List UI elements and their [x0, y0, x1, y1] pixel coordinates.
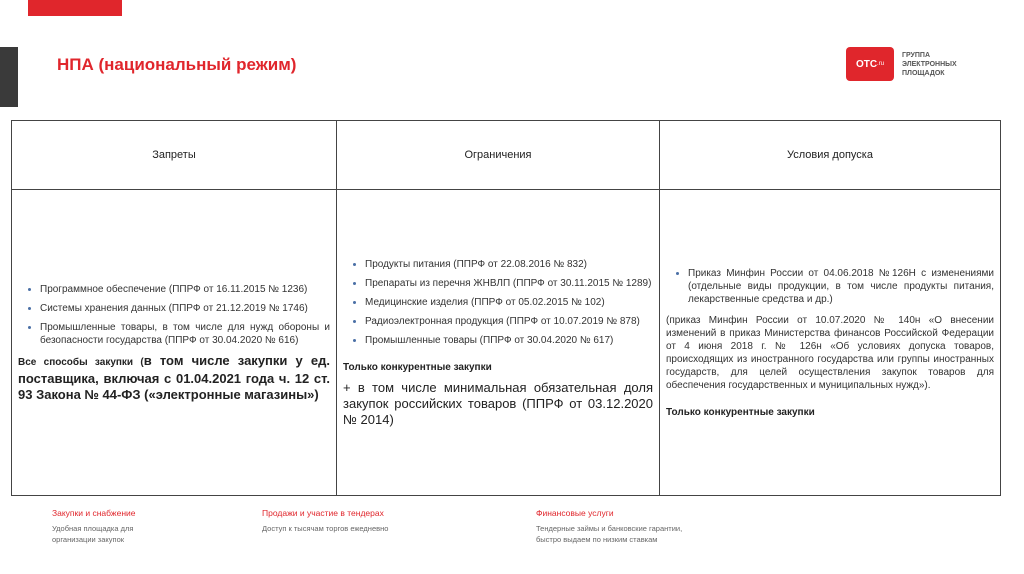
bans-cell — [12, 190, 337, 496]
restrictions-list — [343, 258, 653, 347]
list-item: • Радиоэлектронная продукция (ППРФ от 10.07.2019 № 878) — [365, 315, 653, 328]
logo-line-3: ПЛОЩАДОК — [902, 69, 945, 77]
list-item: • Медицинские изделия (ППРФ от 05.02.2015 № 102) — [365, 296, 653, 309]
competitive-only-label: Только конкурентные закупки — [343, 361, 492, 373]
logo-brand-suffix: .ru — [877, 61, 885, 67]
note-main: в том числе закупки у ед. поставщика, включая с 01.04.2021 года ч. 12 ст. 93 Закона № 44-ФЗ («электронные магазины») — [18, 352, 330, 402]
footer-title: Закупки и снабжение — [52, 508, 136, 518]
table-body-row — [12, 190, 1001, 496]
footer-sales — [262, 508, 388, 534]
restrictions-cell — [337, 190, 660, 496]
list-item: • Продукты питания (ППРФ от 22.08.2016 № 832) — [365, 258, 653, 271]
page-title: НПА (национальный режим) — [57, 55, 297, 74]
header-admission-conditions: Условия допуска — [660, 121, 1001, 190]
ots-logo — [846, 47, 972, 81]
list-item: • Приказ Минфин России от 04.06.2018 №126Н с изменениями (отдельные виды продукции, в том числе продукты питания, лекарственные средства и др.) — [688, 267, 994, 306]
footer-line: организации закупок — [52, 535, 125, 544]
footer-finance — [536, 508, 682, 545]
logo-caption — [902, 51, 972, 78]
table-header-row — [12, 121, 1001, 190]
note-prefix: Все способы закупки ( — [18, 356, 144, 368]
logo-line-1: ГРУППА — [902, 51, 931, 59]
list-item: • Промышленные товары (ППРФ от 30.04.2020 № 617) — [365, 334, 653, 347]
footer-title: Продажи и участие в тендерах — [262, 508, 384, 518]
list-item: • Промышленные товары, в том числе для нужд обороны и безопасности государства (ППРФ от 30.04.2020 № 616) — [40, 321, 330, 347]
logo-line-2: ЭЛЕКТРОННЫХ — [902, 60, 957, 68]
header-restrictions: Ограничения — [337, 121, 660, 190]
procurement-methods-note — [18, 353, 330, 403]
list-item: • Препараты из перечня ЖНВЛП (ППРФ от 30.11.2015 № 1289) — [365, 277, 653, 290]
minfin-order-paragraph: (приказ Минфин России от 10.07.2020 № 140н «О внесении изменений в приказ Министерства финансов Российской Федерации от 4 июня 2018 г. № 126н «Об условиях допуска товаров, происходящих из иностранного государства или группы иностранных государств, для целей осуществления закупок товаров для обеспечения государственных и муниципальных нужд»). — [666, 314, 994, 391]
conditions-list — [666, 267, 994, 306]
list-item: • Системы хранения данных (ППРФ от 21.12.2019 № 1746) — [40, 302, 330, 315]
footer-line: Доступ к тысячам торгов ежедневно — [262, 524, 389, 533]
footer-procurement — [52, 508, 136, 545]
side-accent-bar — [0, 47, 18, 107]
header-bans: Запреты — [12, 121, 337, 190]
competitive-only-label: Только конкурентные закупки — [666, 406, 815, 418]
russian-goods-share-note: + в том числе минимальная обязательная доля закупок российских товаров (ППРФ от 03.12.2020 № 2014) — [343, 379, 653, 427]
logo-brand: ОТС — [855, 58, 878, 70]
footer-line: Удобная площадка для — [52, 524, 134, 533]
footer-title: Финансовые услуги — [536, 508, 614, 518]
admission-conditions-cell — [660, 190, 1001, 496]
list-item: • Программное обеспечение (ППРФ от 16.11.2015 № 1236) — [40, 283, 330, 296]
regulations-table — [11, 120, 1001, 496]
footer-line: Тендерные займы и банковские гарантии, — [536, 524, 683, 533]
footer-line: быстро выдаем по низким ставкам — [536, 535, 658, 544]
logo-badge — [846, 47, 894, 81]
top-accent-bar — [28, 0, 122, 16]
bans-list — [18, 283, 330, 347]
